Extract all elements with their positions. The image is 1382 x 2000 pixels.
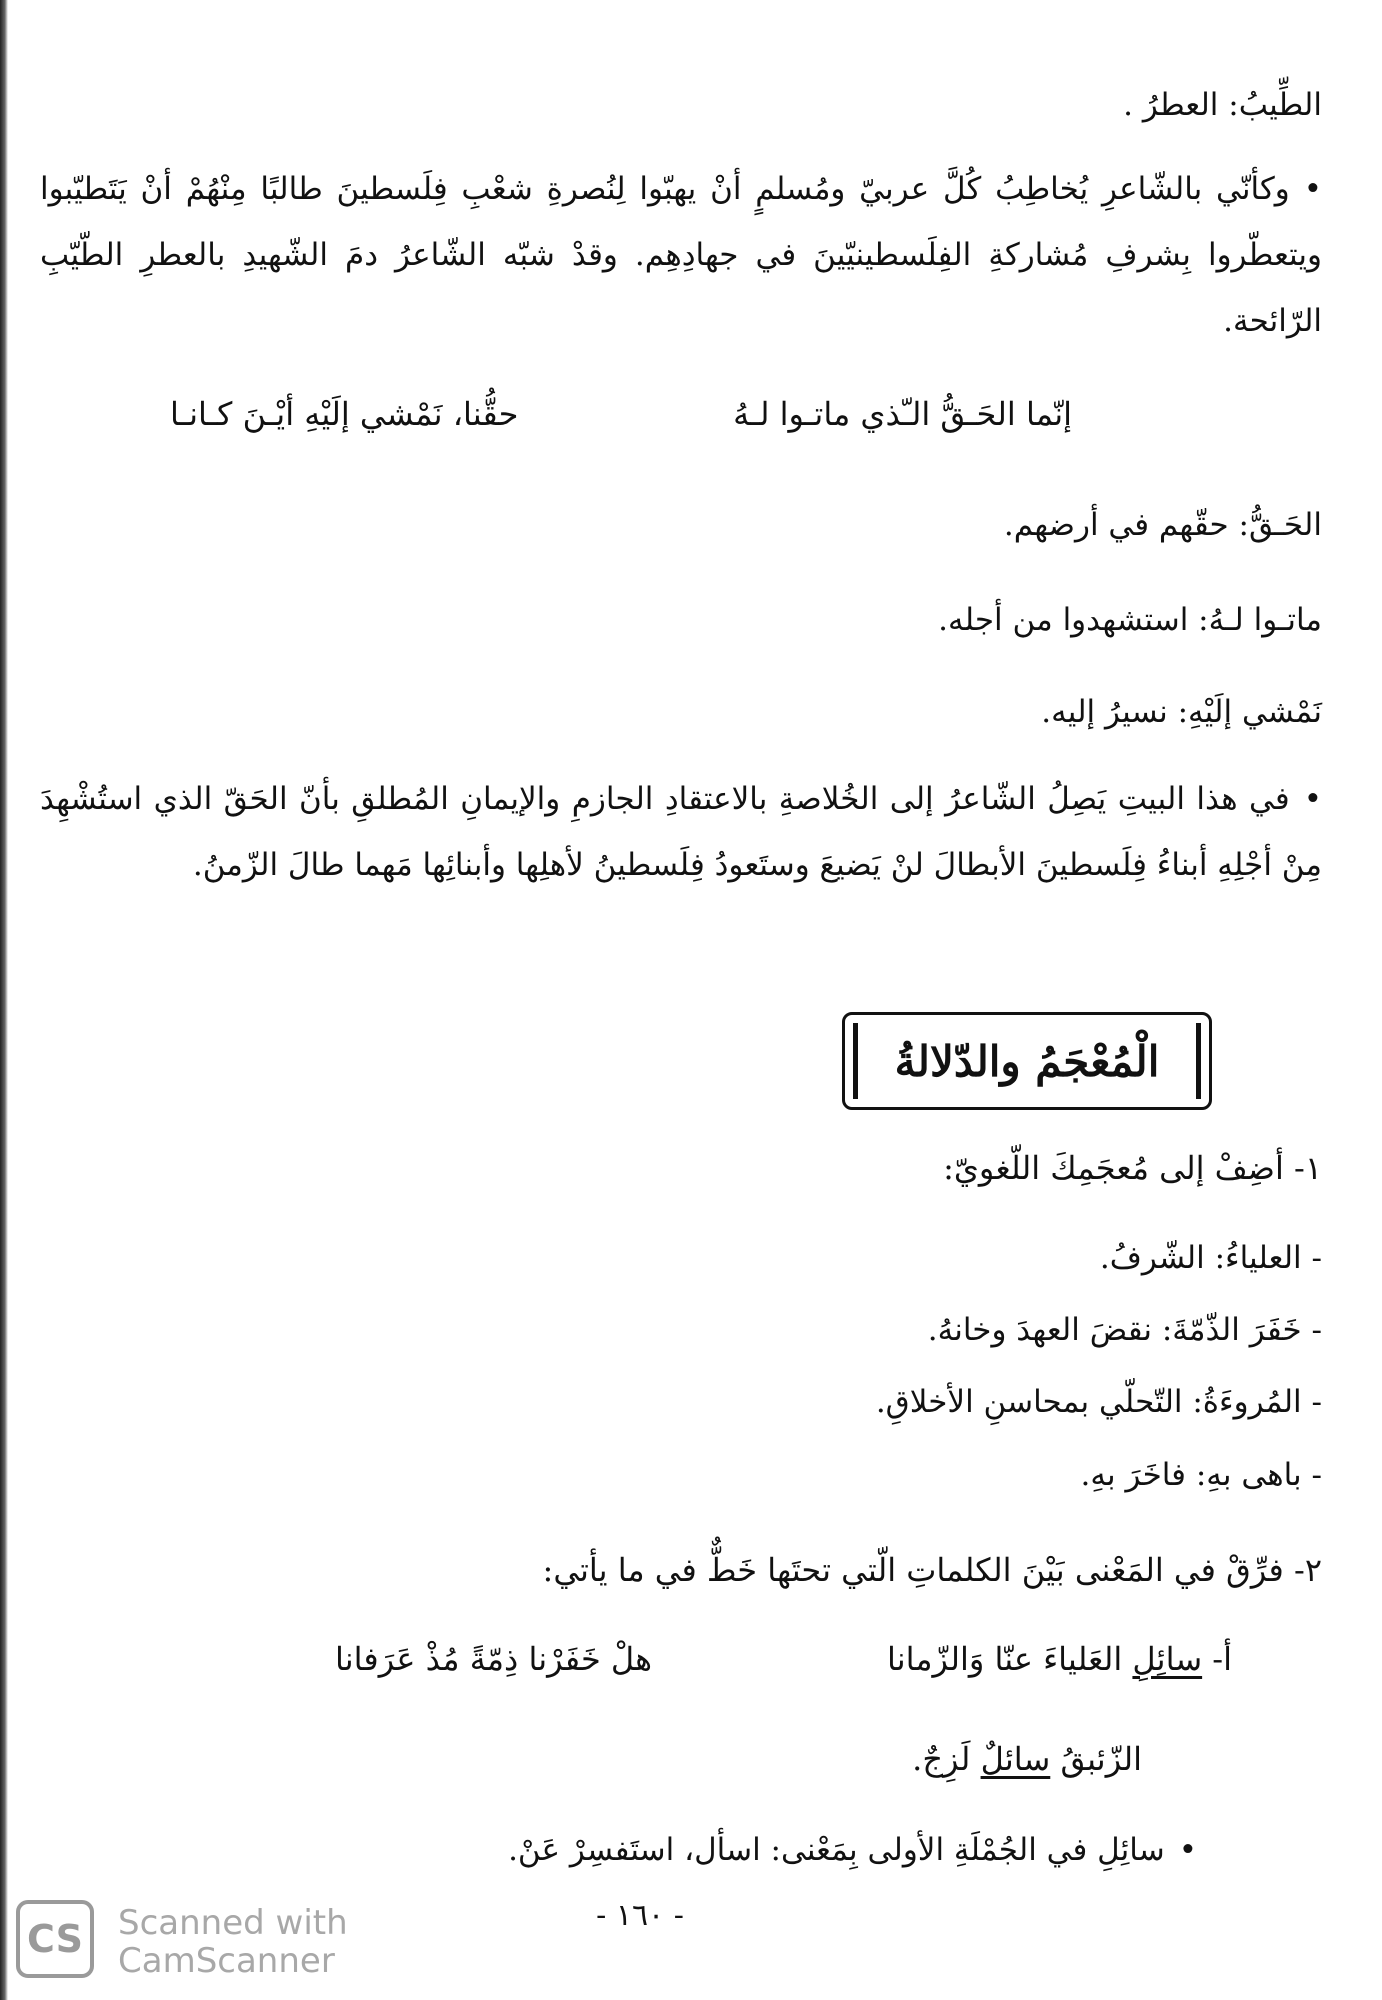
gloss-matu-lahu: ماتـوا لـهُ: استشهدوا من أجله.	[938, 602, 1322, 638]
section-heading: الْمُعْجَمُ والدّلالةُ	[853, 1023, 1201, 1099]
question-2-answer-bullet	[40, 1830, 1197, 1870]
verse-second-hemistich: حقُّنا، نَمْشي إلَيْهِ أيْـنَ كـانـا	[170, 395, 519, 433]
verse-first-hemistich: إنّما الحَـقُّ الـّذي ماتـوا لـهُ	[733, 395, 1072, 433]
camscanner-logo: CS	[16, 1900, 94, 1978]
paragraph-1-text: وكأنّي بالشّاعرِ يُخاطِبُ كُلَّ عربيّ ومُسلمٍ أنْ يهبّوا لِنُصرةِ شعْبِ فِلَسطينَ طالبًا مِنْهُمْ أنْ يَتَطيّبوا ويتعطّروا بِشرفِ مُشاركةِ الفِلَسطينيّينَ في جهادِهِم. وقدْ شبّه الشّاعرُ دمَ الشّهيدِ بالعطرِ الطّيّبِ الرّائحة.	[40, 171, 1322, 339]
sentence-b-end: لَزِجٌ.	[912, 1740, 971, 1778]
page-number: - ١٦٠ -	[596, 1898, 684, 1933]
question-2-title: ٢- فرِّقْ في المَعْنى بَيْنَ الكلماتِ الّتي تحتَها خَطٌّ في ما يأتي:	[542, 1551, 1322, 1589]
section-heading-box	[842, 1012, 1212, 1110]
question-2-item-a-second-hemistich: هلْ خَفَرْنا ذِمّةً مُذْ عَرَفانا	[335, 1640, 653, 1678]
watermark-line-1: Scanned with	[118, 1903, 348, 1943]
answer-bullet-text: سائِلِ في الجُمْلَةِ الأولى بِمَعْنى: اسأل، استَفسِرْ عَنْ.	[508, 1832, 1165, 1868]
vocab-item-alyaa: - العلياءُ: الشّرفُ.	[1099, 1240, 1322, 1276]
item-a-underlined-word: سائِلِ	[1132, 1640, 1203, 1678]
vocab-item-muruah: - المُروءَةُ: التّحلّي بمحاسنِ الأخلاقِ.	[875, 1384, 1322, 1420]
gloss-tayyib: الطِّيبُ: العطرُ .	[1123, 87, 1322, 123]
item-a-rest: العَلياءَ عنّا وَالزّمانا	[886, 1640, 1123, 1678]
paragraph-2-text: في هذا البيتِ يَصِلُ الشّاعرُ إلى الخُلاصةِ بالاعتقادِ الجازمِ والإيمانِ المُطلقِ بأنّ الحَقّ الذي استُشْهِدَ مِنْ أجْلِهِ أبناءُ فِلَسطينَ الأبطالَ لنْ يَضيعَ وستَعودُ فِلَسطينُ لأهلِها وأبنائِها مَهما طالَ الزّمنُ.	[40, 781, 1322, 883]
gloss-namshi-ilayhi: نَمْشي إلَيْهِ: نسيرُ إليه.	[1041, 694, 1322, 730]
paragraph-explanation-1	[40, 156, 1322, 354]
watermark-line-2: CamScanner	[118, 1941, 335, 1981]
gloss-haqq: الحَـقُّ: حقّهم في أرضهم.	[1003, 507, 1322, 543]
vocab-item-khafara: - خَفَرَ الذّمّةَ: نقضَ العهدَ وخانهُ.	[927, 1312, 1322, 1348]
question-2-sentence-b	[912, 1740, 1142, 1778]
paragraph-explanation-2	[40, 766, 1322, 898]
sentence-b-underlined-word: سائلٌ	[980, 1740, 1051, 1778]
vocab-item-baha: - باهى بهِ: فاخَرَ بهِ.	[1080, 1457, 1322, 1493]
sentence-b-start: الزّئبقُ	[1060, 1740, 1142, 1778]
question-2-item-a	[887, 1640, 1232, 1678]
item-a-label: أ-	[1212, 1640, 1232, 1678]
question-1-title: ١- أضِفْ إلى مُعجَمِكَ اللّغويّ:	[943, 1149, 1322, 1187]
camscanner-watermark	[118, 1904, 348, 1980]
